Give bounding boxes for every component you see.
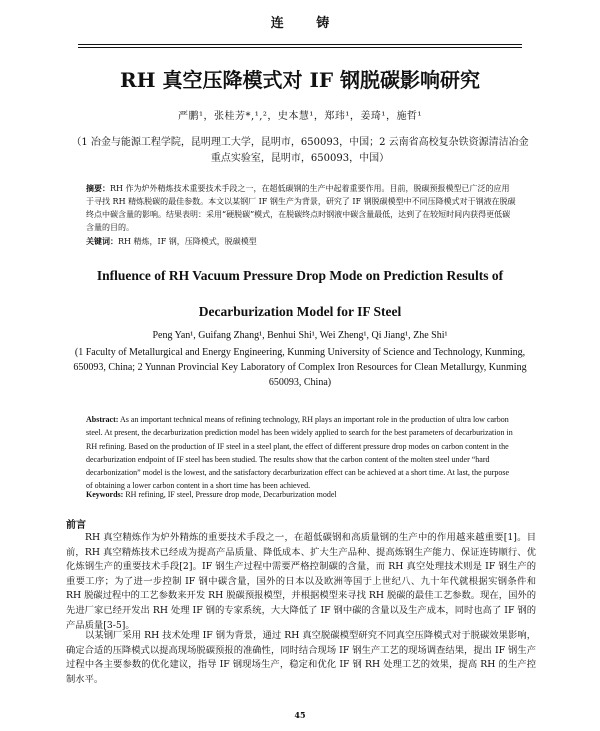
- authors-cn: 严鹏¹，张桂芳*,¹,²，史本慧¹，郑玮¹，姜琦¹，施哲¹: [178, 111, 422, 122]
- keywords-en: [86, 490, 516, 499]
- keywords-en-text: RH refining, IF steel, Pressure drop mode, Decarburization model: [125, 490, 337, 499]
- body-paragraph-1: RH 真空精炼作为炉外精炼的重要技术手段之一，在超低碳钢和高质量钢的生产中的作用越来越重要[1]。目前，RH 真空精炼技术已经成为提高产品质量、降低成本、扩大生产品种、提高炼钢生产能力、保证连铸顺行、优化炼钢生产的重要技术手段[2]。IF 钢生产过程中需要严格控制碳的含量，而 RH 真空处理技术则是 IF 钢生产的重要工序；为了进一步控制 IF 钢中碳含量，国外的日本以及欧洲等国于上世纪八、九十年代就根据实钢条件和 RH 脱碳过程中的工艺参数来开发 RH 脱碳预报模型，并根据模型来寻找 RH 脱碳的最佳工艺参数。现在，国外的先进厂家已经开发出 RH 处理 IF 钢的专家系统，大大降低了 IF 钢中碳的含量以及生产成本，同时也高了 IF 钢的产品质量[3-5]。: [66, 532, 536, 631]
- body-paragraph-2: 以某钢厂采用 RH 技术处理 IF 钢为背景，通过 RH 真空脱碳模型研究不同真空压降模式对于脱碳效果影响，确定合适的压降模式以提高现场脱碳预报的准确性，同时结合现场 IF 钢生产工艺的现场调查结果，提出 IF 钢生产过程中各主要参数的优化建议，指导 IF 钢现场生产，稳定和优化 IF 钢 RH 处理工艺的效果，提高 RH 的生产控制水平。: [66, 630, 536, 685]
- keywords-cn-label: 关键词：: [86, 236, 118, 246]
- abstract-cn-text: RH 作为炉外精炼技术重要技术手段之一，在超低碳钢的生产中起着重要作用。目前，脱碳预报模型已广泛的应用于寻找 RH 精炼脱碳的最佳参数。本文以某钢厂 IF 钢生产为背景，研究了 IF 钢脱碳模型中不同压降模式对于钢液在脱碳终点中碳含量的影响。结果表明：采用“硬脱碳”模式，在脱碳终点时钢液中碳含量最低，达到了在较短时间内获得更低碳含量的目的。: [86, 184, 516, 232]
- section-heading-introduction: 前言: [66, 520, 86, 531]
- paper-title-en-line1: Influence of RH Vacuum Pressure Drop Mode on Prediction Results of: [96, 268, 504, 283]
- abstract-cn: [86, 182, 516, 234]
- running-header: 连 铸: [270, 16, 344, 31]
- keywords-cn: [86, 236, 516, 247]
- keywords-en-label: Keywords:: [86, 490, 124, 499]
- keywords-cn-text: RH 精炼，IF 钢，压降模式，脱碳模型: [118, 237, 257, 246]
- abstract-en-text: As an important technical means of refining technology, RH plays an important role in the production of ultra low carbon steel. At present, the decarburization prediction model has been widely applied to search for the best parameters of decarburization in RH refining. Based on the production of IF steel in a steel plant, the effect of different pressure drop modes on carbon content in the decarburization endpoint of IF steel has been studied. The results show that the carbon content of the molten steel under “hard decarbonization” model is the lowest, and the satisfactory decarburization effect can be achieved at a short time. At last, the purpose of obtaining a lower carbon content in a short time has been achieved.: [86, 415, 513, 491]
- abstract-en: [86, 413, 516, 493]
- abstract-en-label: Abstract:: [86, 415, 119, 424]
- affiliation-en: (1 Faculty of Metallurgical and Energy Engineering, Kunming University of Science and Technology, Kunming, 650093, China; 2 Yunnan Provincial Key Laboratory of Complex Iron Resources for Clean Metallurgy, Kunming 650093, China): [73, 347, 527, 388]
- authors-en: Peng Yan¹, Guifang Zhang¹, Benhui Shi¹, Wei Zheng¹, Qi Jiang¹, Zhe Shi¹: [152, 330, 448, 341]
- abstract-cn-label: 摘要：: [86, 183, 110, 193]
- affiliation-cn: （1 冶金与能源工程学院，昆明理工大学，昆明市，650093，中国；2 云南省高校复杂铁资源清洁冶金重点实验室，昆明市，650093，中国）: [71, 137, 529, 164]
- page-number: 45: [294, 710, 306, 720]
- header-rule-thin: [78, 47, 522, 48]
- header-rule: [78, 44, 522, 45]
- paper-title-en-line2: Decarburization Model for IF Steel: [198, 304, 402, 319]
- paper-title-cn: RH 真空压降模式对 IF 钢脱碳影响研究: [120, 68, 480, 92]
